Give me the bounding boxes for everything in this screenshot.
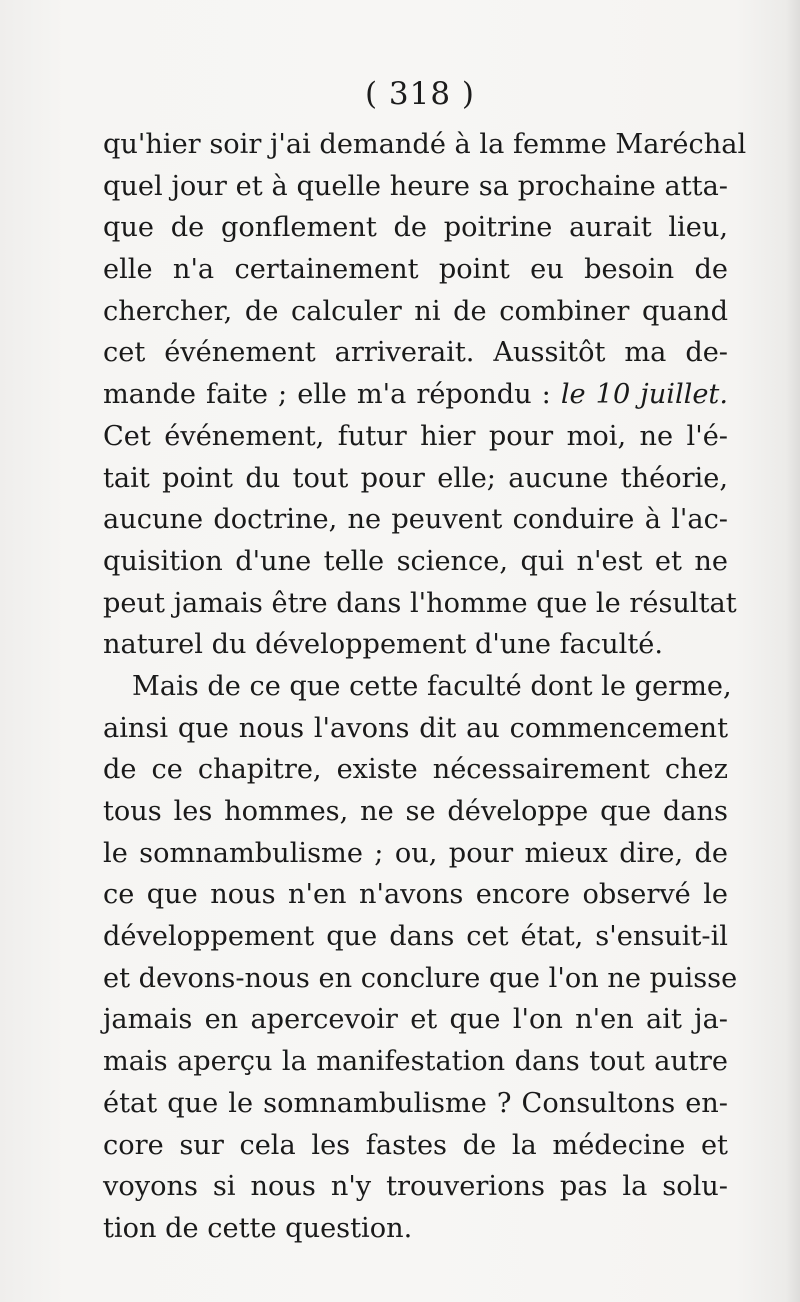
text-line: aucune doctrine, ne peuvent conduire à l'ac- [103,504,728,536]
body-text [103,124,747,1250]
text-line: tion de cette question. [103,1212,413,1244]
text-line: et devons-nous en conclure que l'on ne puisse [103,962,738,994]
text-line: qu'hier soir j'ai demandé à la femme Maréchal [103,129,747,160]
text-line: peut jamais être dans l'homme que le résultat [103,587,737,619]
text-span: mande faite ; elle m'a répondu : [103,379,561,411]
text-line: état que le somnambulisme ? Consultons en- [103,1087,728,1119]
paragraph-1 [103,124,747,666]
text-line: ainsi que nous l'avons dit au commencement [103,712,728,744]
text-line: jamais en apercevoir et que l'on n'en ait ja- [103,1004,728,1036]
text-line: chercher, de calculer ni de combiner quand [103,295,728,327]
page-edge-shadow [786,0,800,1302]
text-line: voyons si nous n'y trouverions pas la solu- [103,1171,728,1203]
text-line: Mais de ce que cette faculté dont le germe, [132,670,732,702]
text-line: tait point du tout pour elle; aucune théorie, [103,462,728,494]
text-line: elle n'a certainement point eu besoin de [103,254,728,286]
text-line: core sur cela les fastes de la médecine et [103,1129,728,1161]
text-line: développement que dans cet état, s'ensuit-il [103,921,728,953]
page-number: ( 318 ) [364,76,476,112]
text-line: quel jour et à quelle heure sa prochaine atta- [103,170,728,202]
text-line: ce que nous n'en n'avons encore observé le [103,879,728,911]
text-line: que de gonflement de poitrine aurait lieu, [103,212,728,244]
text-line: de ce chapitre, existe nécessairement chez [103,754,728,786]
text-line: le somnambulisme ; ou, pour mieux dire, de [103,837,728,869]
text-line: tous les hommes, ne se développe que dans [103,796,728,827]
text-line: naturel du développement d'une faculté. [103,629,663,661]
text-line: quisition d'une telle science, qui n'est et ne [103,545,728,577]
text-line: Cet événement, futur hier pour moi, ne l'é- [103,420,728,452]
text-line: mais aperçu la manifestation dans tout autre [103,1046,728,1078]
italic-date: le 10 juillet. [560,379,728,411]
text-line: cet événement arriverait. Aussitôt ma de- [103,337,728,369]
paragraph-2 [103,666,738,1250]
text-line-with-date [103,374,728,416]
